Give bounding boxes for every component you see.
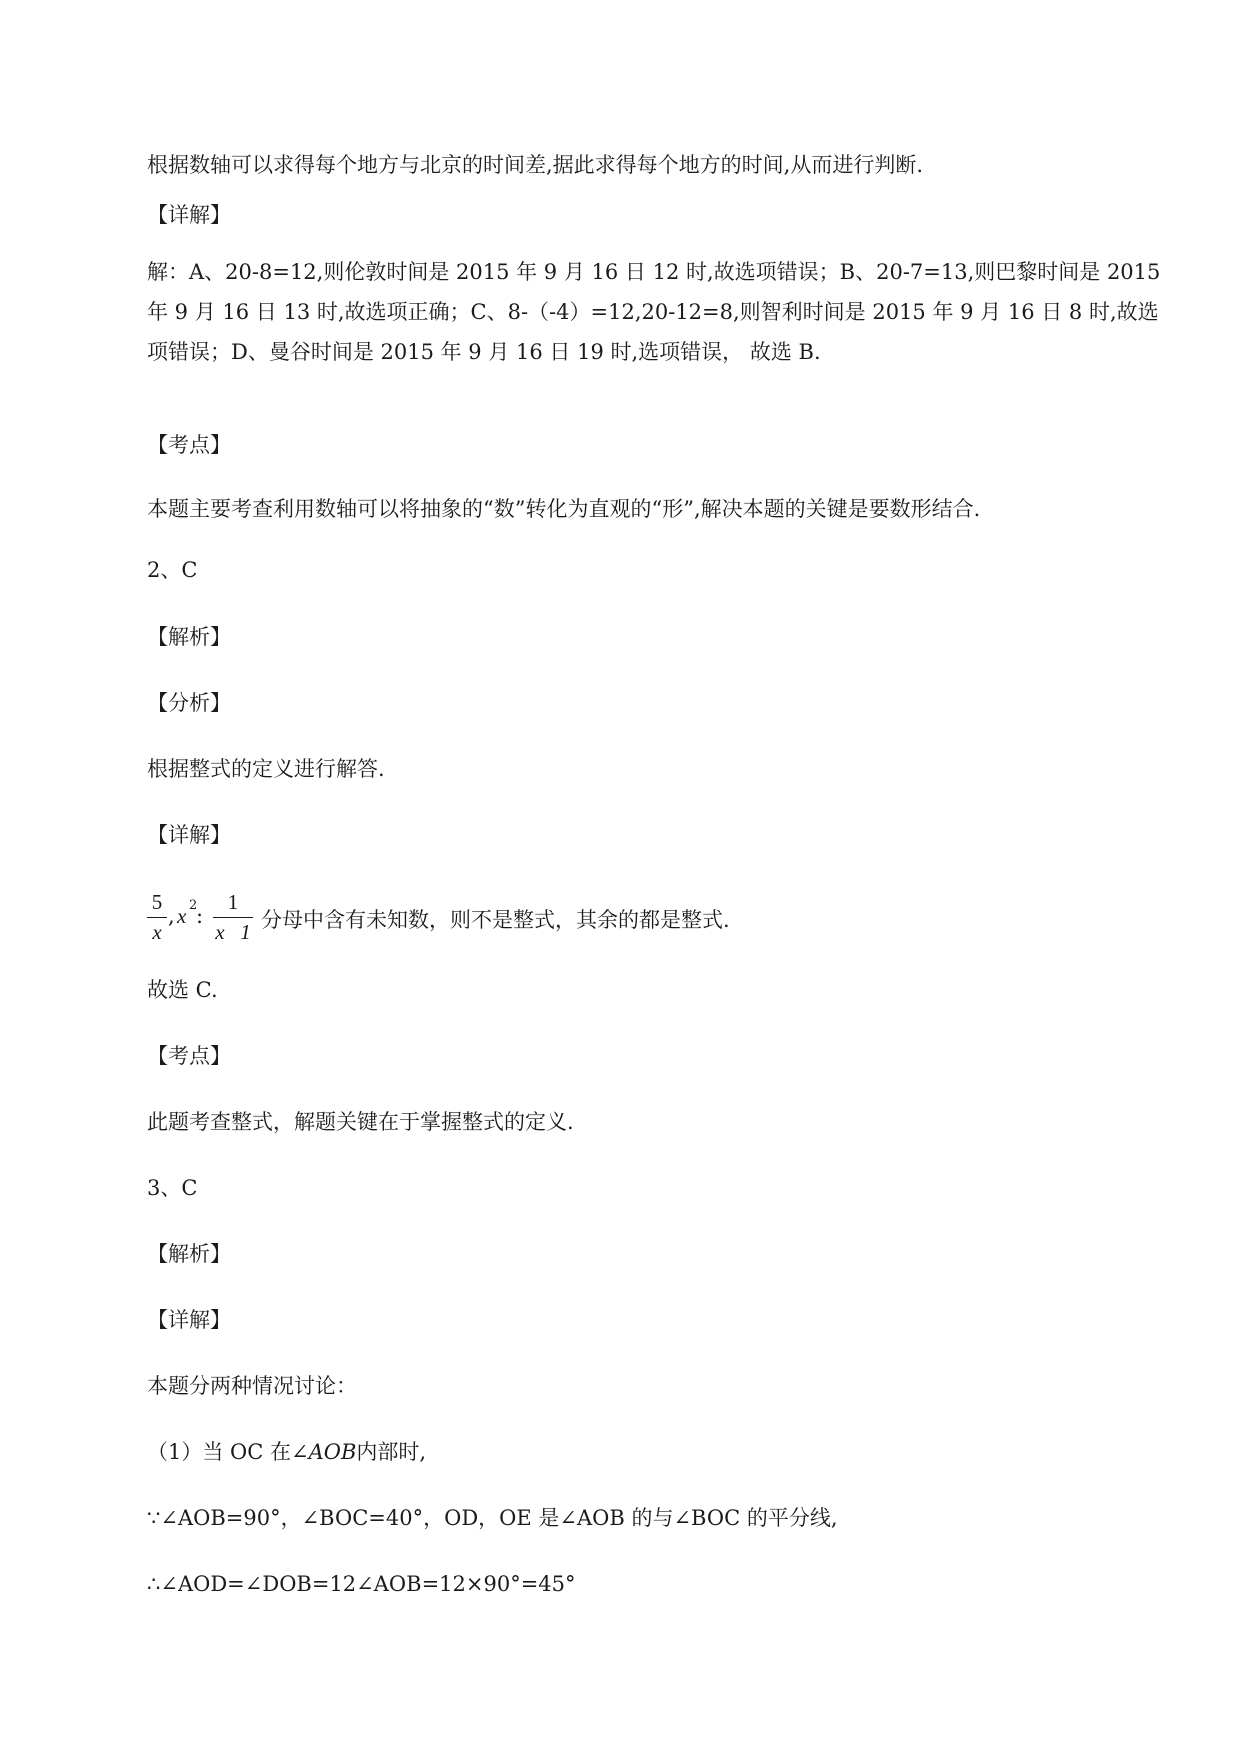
text-segment: （1）当 OC 在∠ bbox=[147, 1440, 309, 1464]
angle-name: AOB bbox=[308, 1440, 357, 1464]
section-heading: 【考点】 bbox=[147, 433, 231, 457]
fraction-numerator: 1 bbox=[227, 890, 239, 914]
text-line: ∵∠AOB=90°，∠BOC=40°，OD，OE 是∠AOB 的与∠BOC 的平分线, bbox=[147, 1506, 838, 1530]
text-line: 分母中含有未知数，则不是整式，其余的都是整式. bbox=[261, 908, 730, 932]
fraction-bar bbox=[147, 917, 167, 918]
fraction-numerator: 5 bbox=[151, 890, 163, 914]
section-heading: 【详解】 bbox=[147, 1308, 231, 1332]
text-line: 项错误；D、曼谷时间是 2015 年 9 月 16 日 19 时,选项错误， 故选 B. bbox=[147, 340, 821, 364]
math-separator: , bbox=[168, 904, 175, 928]
fraction-denominator: x 1 bbox=[215, 920, 251, 944]
text-line: 根据整式的定义进行解答. bbox=[147, 757, 385, 781]
solution-paragraph bbox=[147, 252, 1161, 372]
math-variable: x bbox=[177, 904, 187, 928]
text-segment: 内部时, bbox=[356, 1440, 427, 1464]
text-line: 年 9 月 16 日 13 时,故选项正确；C、8-（-4）=12,20-12=8,则智利时间是 2015 年 9 月 16 日 8 时,故选 bbox=[147, 300, 1159, 324]
section-heading: 【解析】 bbox=[147, 1242, 231, 1266]
text-line: ∴∠AOD=∠DOB=12∠AOB=12×90°=45° bbox=[147, 1572, 576, 1596]
text-line: 根据数轴可以求得每个地方与北京的时间差,据此求得每个地方的时间,从而进行判断. bbox=[147, 153, 924, 177]
text-line: 本题主要考查利用数轴可以将抽象的“数”转化为直观的“形”,解决本题的关键是要数形结合. bbox=[147, 497, 981, 521]
fraction-1-over-x bbox=[213, 890, 253, 950]
section-heading: 【分析】 bbox=[147, 691, 231, 715]
section-heading: 【详解】 bbox=[147, 823, 231, 847]
fraction-denominator: x bbox=[152, 920, 162, 944]
text-line: 本题分两种情况讨论： bbox=[147, 1374, 357, 1398]
text-line: 解：A、20-8=12,则伦敦时间是 2015 年 9 月 16 日 12 时,故选项错误；B、20-7=13,则巴黎时间是 2015 bbox=[147, 260, 1161, 284]
question-answer: 2、C bbox=[147, 558, 198, 582]
math-separator: : bbox=[196, 904, 204, 928]
section-heading: 【详解】 bbox=[147, 203, 231, 227]
text-line bbox=[147, 1437, 426, 1467]
text-line: 此题考查整式，解题关键在于掌握整式的定义. bbox=[147, 1110, 574, 1134]
section-heading: 【解析】 bbox=[147, 625, 231, 649]
question-answer: 3、C bbox=[147, 1176, 198, 1200]
math-superscript: 2 bbox=[189, 898, 198, 913]
fraction-5-over-x bbox=[147, 890, 167, 950]
text-line: 故选 C. bbox=[147, 978, 218, 1002]
fraction-bar bbox=[213, 917, 253, 918]
section-heading: 【考点】 bbox=[147, 1044, 231, 1068]
